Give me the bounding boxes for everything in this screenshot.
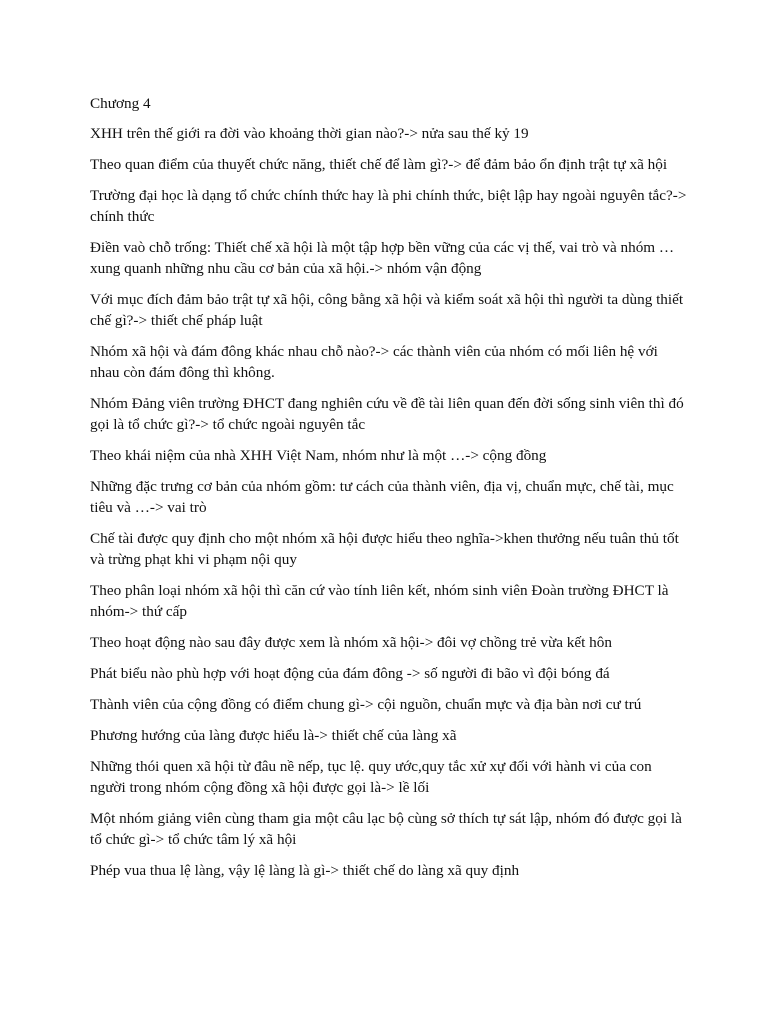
question-paragraph: Nhóm Đảng viên trường ĐHCT đang nghiên cứu về đề tài liên quan đến đời sống sinh viên thì đó gọi là tổ chức gì?-> tổ chức ngoài nguyên tắc [90, 395, 684, 433]
question-paragraph: Trường đại học là dạng tổ chức chính thức hay là phi chính thức, biệt lập hay ngoài nguyên tắc?-> chính thức [90, 187, 687, 225]
question-paragraph: XHH trên thế giới ra đời vào khoảng thời gian nào?-> nửa sau thế kỷ 19 [90, 125, 529, 142]
question-paragraph: Thành viên của cộng đồng có điểm chung gì-> cội nguồn, chuẩn mực và địa bàn nơi cư trú [90, 696, 642, 713]
document-body [90, 93, 690, 891]
question-paragraph: Theo phân loại nhóm xã hội thì căn cứ vào tính liên kết, nhóm sinh viên Đoàn trường ĐHCT là nhóm-> thứ cấp [90, 582, 669, 620]
question-paragraph: Nhóm xã hội và đám đông khác nhau chỗ nào?-> các thành viên của nhóm có mối liên hệ với nhau còn đám đông thì không. [90, 343, 658, 381]
question-paragraph: Điền vaò chỗ trống: Thiết chế xã hội là một tập hợp bền vững của các vị thế, vai trò và nhóm … xung quanh những nhu cầu cơ bản của xã hội.-> nhóm vận động [90, 239, 675, 277]
question-paragraph: Chế tài được quy định cho một nhóm xã hội được hiểu theo nghĩa->khen thưởng nếu tuân thủ tốt và trừng phạt khi vi phạm nội quy [90, 530, 679, 568]
question-paragraph: Một nhóm giảng viên cùng tham gia một câu lạc bộ cùng sở thích tự sát lập, nhóm đó được gọi là tổ chức gì-> tổ chức tâm lý xã hội [90, 810, 682, 848]
question-paragraph: Theo khái niệm của nhà XHH Việt Nam, nhóm như là một …-> cộng đồng [90, 447, 547, 464]
question-paragraph: Theo hoạt động nào sau đây được xem là nhóm xã hội-> đôi vợ chồng trẻ vừa kết hôn [90, 634, 612, 651]
question-paragraph: Phương hướng của làng được hiểu là-> thiết chế của làng xã [90, 727, 457, 744]
question-paragraph: Những thói quen xã hội từ đâu nề nếp, tục lệ. quy ước,quy tắc xử xự đối với hành vi của con người trong nhóm cộng đồng xã hội được gọi là-> lề lối [90, 758, 652, 796]
question-paragraph: Những đặc trưng cơ bản của nhóm gồm: tư cách của thành viên, địa vị, chuẩn mực, chế tài, mục tiêu và …-> vai trò [90, 478, 674, 516]
question-paragraph: Phép vua thua lệ làng, vậy lệ làng là gì-> thiết chế do làng xã quy định [90, 862, 520, 879]
chapter-title: Chương 4 [90, 95, 151, 112]
paragraph-list [90, 123, 690, 881]
question-paragraph: Với mục đích đảm bảo trật tự xã hội, công bằng xã hội và kiểm soát xã hội thì người ta dùng thiết chế gì?-> thiết chế pháp luật [90, 291, 684, 329]
question-paragraph: Theo quan điểm của thuyết chức năng, thiết chế để làm gì?-> để đảm bảo ổn định trật tự xã hội [90, 156, 668, 173]
question-paragraph: Phát biểu nào phù hợp với hoạt động của đám đông -> số người đi bão vì đội bóng đá [90, 665, 610, 682]
